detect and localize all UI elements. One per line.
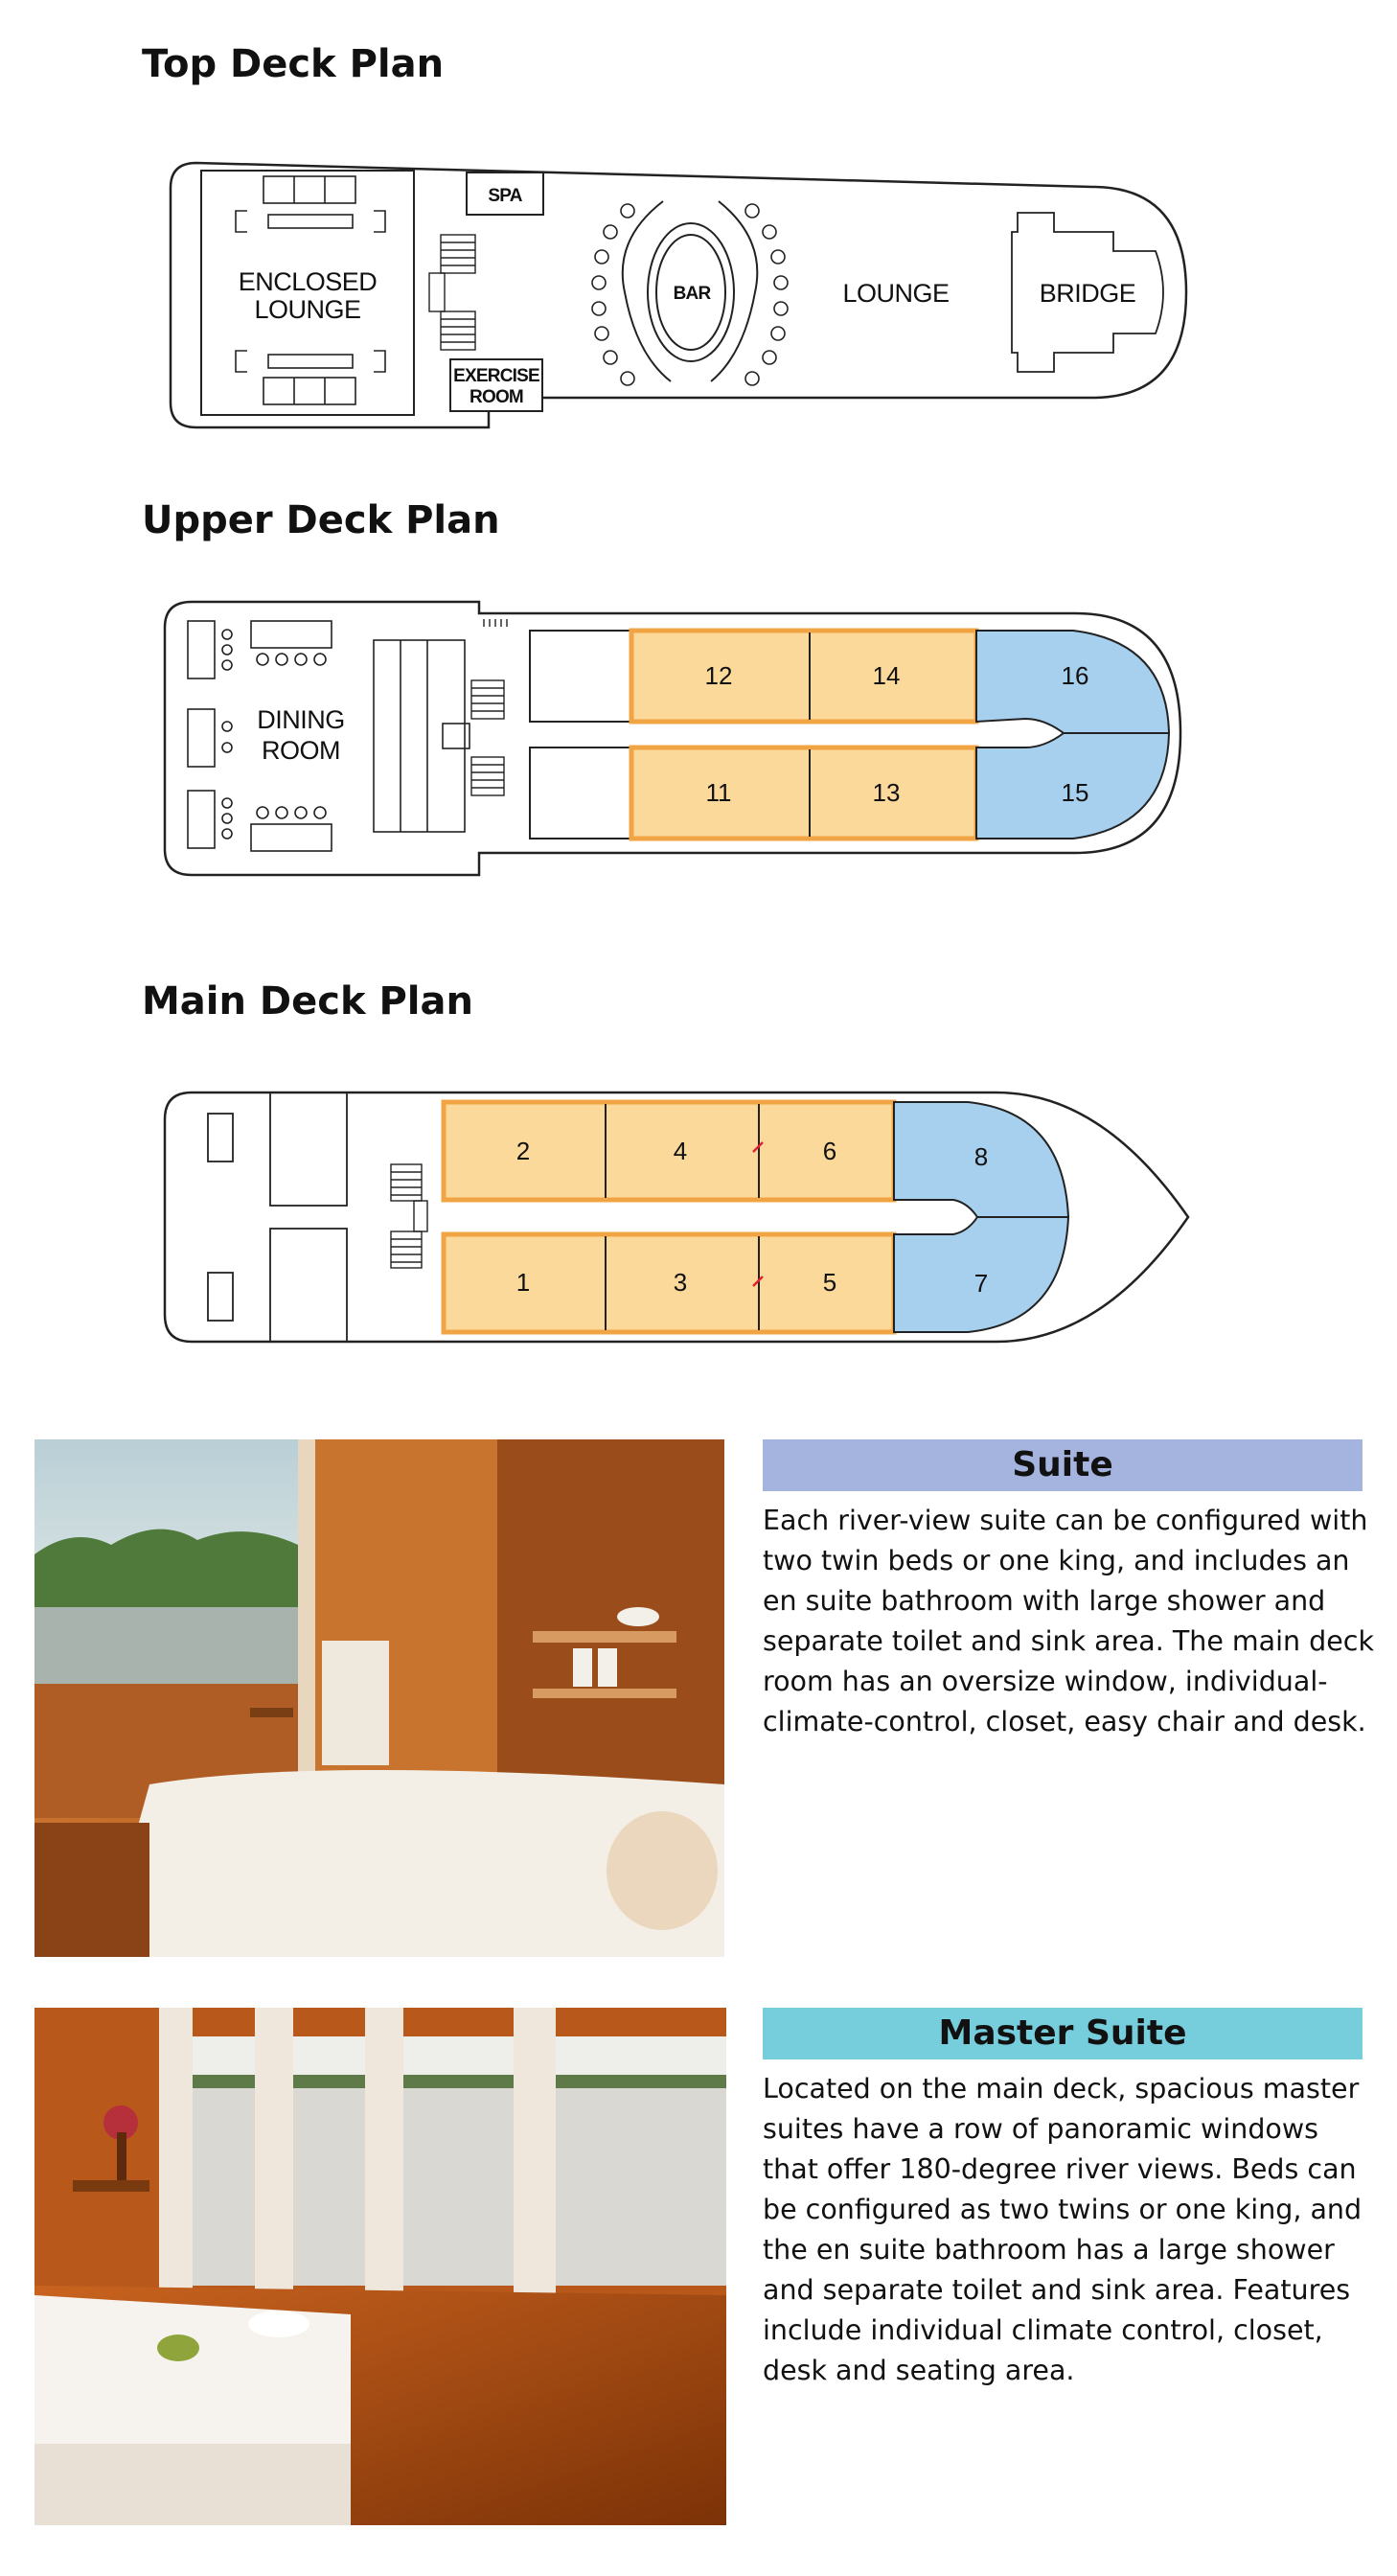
- cabin-16-label: 16: [1061, 661, 1089, 690]
- cabin-13-label: 13: [872, 778, 901, 807]
- bridge-label: BRIDGE: [1039, 279, 1136, 308]
- cabin-14-label: 14: [872, 661, 901, 690]
- cabin-6-label: 6: [822, 1137, 837, 1165]
- master-suite-photo: [34, 2008, 726, 2525]
- upper-suite-block-top: [631, 631, 976, 722]
- cabin-2-label: 2: [515, 1137, 531, 1165]
- cabin-12-label: 12: [704, 661, 733, 690]
- lounge-label: LOUNGE: [842, 279, 950, 308]
- master-suite-heading: Master Suite: [763, 2008, 1363, 2059]
- cabin-11-label: 11: [705, 778, 732, 807]
- suite-heading: Suite: [763, 1439, 1363, 1491]
- enclosed-lounge-label-line1: ENCLOSED: [238, 267, 378, 296]
- main-deck-plan: [0, 1073, 1397, 1361]
- upper-aft-room-bottom: [530, 748, 631, 839]
- top-deck-plan: [0, 144, 1397, 441]
- cabin-7-label: 7: [973, 1269, 989, 1298]
- upper-deck-title: Upper Deck Plan: [142, 498, 500, 542]
- dining-room-label-line2: ROOM: [262, 736, 340, 765]
- cabin-15-label: 15: [1061, 778, 1089, 807]
- upper-aft-room-top: [530, 631, 631, 722]
- cabin-4-label: 4: [673, 1137, 688, 1165]
- upper-deck-plan: [0, 585, 1397, 891]
- top-deck-title: Top Deck Plan: [142, 42, 445, 86]
- suite-photo: [34, 1439, 724, 1957]
- bar-label: BAR: [673, 284, 711, 304]
- spa-label: SPA: [488, 186, 522, 206]
- cabin-8-label: 8: [973, 1142, 989, 1171]
- master-suite-description: Located on the main deck, spacious master suites have a row of panoramic windows that offer 180-degree river views. Beds can be configured as two twins or one king, and the en suite bathroom has a large shower and separate toilet and sink area. Features include individual climate control, closet, desk and seating area.: [763, 2073, 1363, 2386]
- enclosed-lounge-label-line2: LOUNGE: [254, 295, 361, 324]
- exercise-room-label-line2: ROOM: [469, 387, 523, 407]
- upper-suite-block-bottom: [631, 748, 976, 839]
- cabin-5-label: 5: [822, 1268, 837, 1297]
- cabin-1-label: 1: [515, 1268, 531, 1297]
- suite-description: Each river-view suite can be configured with two twin beds or one king, and includes an en suite bathroom with large shower and separate toilet and sink area. The main deck room has an oversize window, individual-climate-control, closet, easy chair and desk.: [763, 1505, 1374, 1737]
- dining-room-label-line1: DINING: [257, 705, 345, 734]
- main-deck-title: Main Deck Plan: [142, 979, 473, 1024]
- cabin-3-label: 3: [673, 1268, 688, 1297]
- exercise-room-label-line1: EXERCISE: [453, 366, 539, 386]
